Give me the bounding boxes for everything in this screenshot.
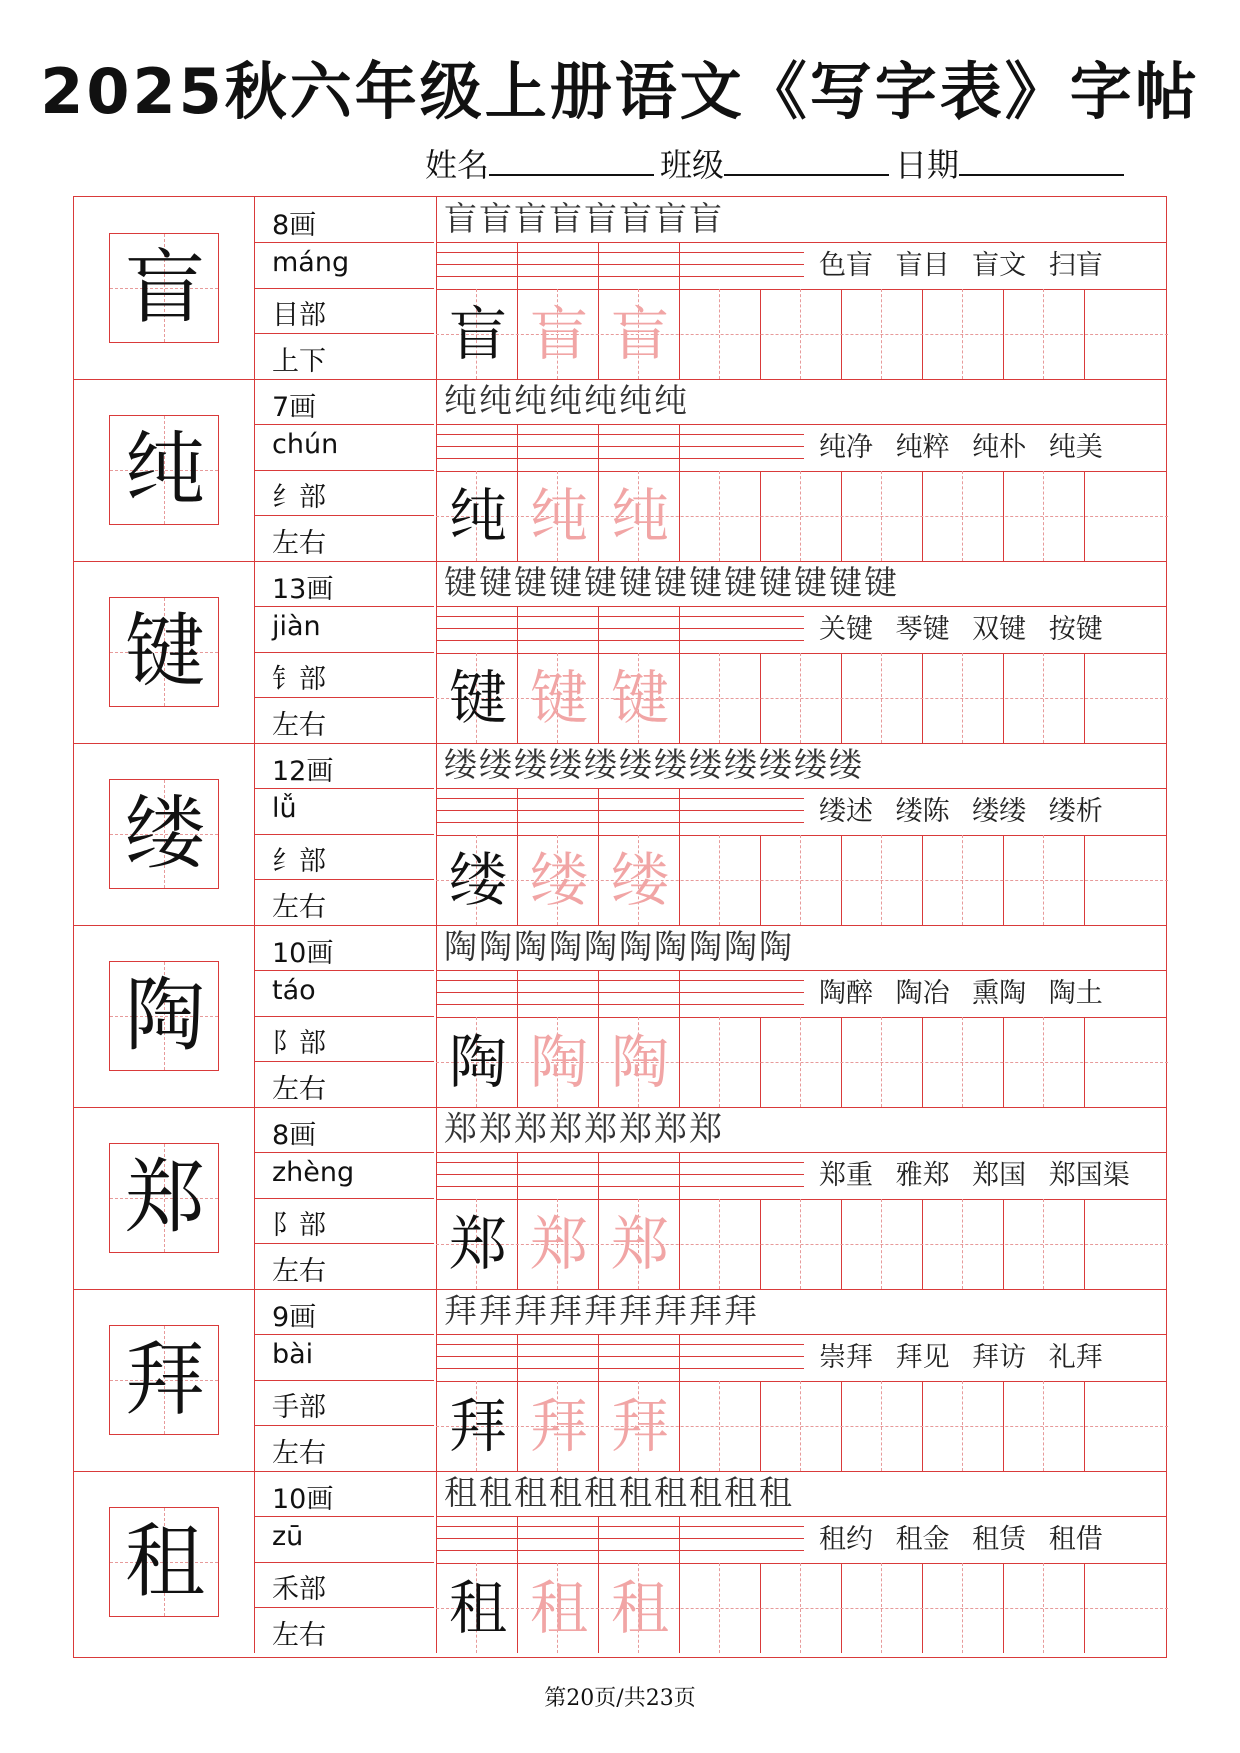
- writing-cell[interactable]: [679, 1199, 760, 1289]
- writing-cell[interactable]: [1003, 1563, 1084, 1653]
- date-label: 日期: [895, 146, 960, 184]
- example-words: 崇拜 拜见 拜访 礼拜: [819, 1342, 1103, 1373]
- pinyin-lines: [436, 606, 804, 653]
- char-radical: 目部: [272, 300, 326, 331]
- writing-cell[interactable]: [760, 1199, 841, 1289]
- info-line: [254, 1016, 434, 1017]
- big-char: 郑: [125, 1151, 205, 1244]
- student-info: [425, 140, 1130, 186]
- example-words: 色盲 盲目 盲文 扫盲: [819, 250, 1103, 281]
- page-title: 2025秋六年级上册语文《写字表》字帖: [40, 55, 1200, 128]
- writing-cell[interactable]: [760, 1563, 841, 1653]
- char-row: [74, 925, 1166, 1107]
- trace-char: 郑: [529, 1210, 588, 1278]
- trace-char: 缕: [529, 846, 588, 914]
- practice-grid: [73, 196, 1167, 1658]
- info-line: [254, 1198, 434, 1199]
- char-structure: 左右: [272, 1074, 326, 1105]
- info-line: [254, 515, 434, 516]
- trace-char: 租: [610, 1574, 669, 1642]
- writing-cell[interactable]: [679, 835, 760, 925]
- writing-cell[interactable]: [841, 653, 922, 743]
- stroke-order: 郑郑郑郑郑郑郑郑: [444, 1109, 724, 1148]
- char-radical: 阝部: [272, 1028, 326, 1059]
- writing-cell[interactable]: [679, 471, 760, 561]
- char-radical: 纟部: [272, 482, 326, 513]
- writing-cell[interactable]: [679, 653, 760, 743]
- char-pinyin: zū: [272, 1521, 304, 1552]
- info-line: [254, 834, 434, 835]
- info-line: [254, 424, 434, 425]
- char-structure: 左右: [272, 710, 326, 741]
- writing-cell[interactable]: [679, 289, 760, 379]
- info-line: [254, 1380, 434, 1381]
- model-char: 陶: [448, 1028, 507, 1096]
- stroke-order: 键键键键键键键键键键键键键: [444, 563, 899, 602]
- writing-cell[interactable]: [1003, 471, 1084, 561]
- info-line: [254, 1243, 434, 1244]
- model-char: 拜: [448, 1392, 507, 1460]
- info-line: [254, 970, 434, 971]
- pinyin-lines: [436, 242, 804, 289]
- info-line: [254, 1607, 434, 1608]
- pinyin-lines: [436, 970, 804, 1017]
- big-char-box: [109, 961, 219, 1071]
- writing-cell[interactable]: [760, 471, 841, 561]
- writing-cell[interactable]: [841, 1017, 922, 1107]
- writing-cell[interactable]: [1003, 1381, 1084, 1471]
- char-row: [74, 743, 1166, 925]
- trace-char: 郑: [610, 1210, 669, 1278]
- big-char: 盲: [125, 241, 205, 334]
- writing-cell[interactable]: [922, 835, 1003, 925]
- char-strokes-count: 10画: [272, 938, 334, 969]
- writing-cell[interactable]: [841, 471, 922, 561]
- model-char: 缕: [448, 846, 507, 914]
- info-line: [254, 879, 434, 880]
- trace-char: 纯: [610, 482, 669, 550]
- example-words: 租约 租金 租赁 租借: [819, 1524, 1103, 1555]
- info-line: [254, 1425, 434, 1426]
- char-structure: 左右: [272, 1438, 326, 1469]
- info-line: [254, 1516, 434, 1517]
- stroke-order: 陶陶陶陶陶陶陶陶陶陶: [444, 927, 794, 966]
- example-words: 关键 琴键 双键 按键: [819, 614, 1103, 645]
- big-char: 拜: [125, 1333, 205, 1426]
- writing-cell[interactable]: [1003, 289, 1084, 379]
- pinyin-lines: [436, 1334, 804, 1381]
- trace-char: 拜: [610, 1392, 669, 1460]
- big-char: 纯: [125, 423, 205, 516]
- big-char: 陶: [125, 969, 205, 1062]
- example-words: 陶醉 陶冶 熏陶 陶土: [819, 978, 1103, 1009]
- writing-cell[interactable]: [841, 1199, 922, 1289]
- name-label: 姓名: [425, 146, 490, 184]
- info-line: [254, 288, 434, 289]
- char-radical: 禾部: [272, 1574, 326, 1605]
- char-pinyin: chún: [272, 429, 339, 460]
- info-line: [254, 697, 434, 698]
- example-words: 缕述 缕陈 缕缕 缕析: [819, 796, 1103, 827]
- example-words: 郑重 雅郑 郑国 郑国渠: [819, 1160, 1130, 1191]
- char-row: [74, 1107, 1166, 1289]
- stroke-order: 拜拜拜拜拜拜拜拜拜: [444, 1291, 759, 1330]
- writing-cell[interactable]: [922, 1381, 1003, 1471]
- stroke-order: 缕缕缕缕缕缕缕缕缕缕缕缕: [444, 745, 864, 784]
- char-pinyin: jiàn: [272, 611, 321, 642]
- big-char: 缕: [125, 787, 205, 880]
- class-blank[interactable]: [724, 144, 889, 176]
- writing-cell[interactable]: [760, 1017, 841, 1107]
- char-structure: 左右: [272, 528, 326, 559]
- writing-cell[interactable]: [922, 1017, 1003, 1107]
- writing-cell[interactable]: [841, 289, 922, 379]
- char-strokes-count: 13画: [272, 574, 334, 605]
- writing-cell[interactable]: [841, 835, 922, 925]
- writing-cell[interactable]: [841, 1563, 922, 1653]
- model-char: 盲: [448, 300, 507, 368]
- writing-cell[interactable]: [922, 289, 1003, 379]
- char-row: [74, 1471, 1166, 1653]
- char-row: [74, 561, 1166, 743]
- char-row: [74, 1289, 1166, 1471]
- trace-char: 缕: [610, 846, 669, 914]
- writing-cell[interactable]: [922, 653, 1003, 743]
- big-char-box: [109, 415, 219, 525]
- writing-cell[interactable]: [679, 1563, 760, 1653]
- writing-cell[interactable]: [1003, 1017, 1084, 1107]
- trace-char: 盲: [529, 300, 588, 368]
- info-line: [254, 652, 434, 653]
- trace-char: 键: [610, 664, 669, 732]
- info-line: [254, 470, 434, 471]
- char-pinyin: bài: [272, 1339, 314, 1370]
- stroke-order: 租租租租租租租租租租: [444, 1473, 794, 1512]
- char-strokes-count: 7画: [272, 392, 317, 423]
- info-line: [254, 333, 434, 334]
- writing-cell[interactable]: [922, 1563, 1003, 1653]
- big-char-box: [109, 1507, 219, 1617]
- pinyin-lines: [436, 1516, 804, 1563]
- char-structure: 左右: [272, 1256, 326, 1287]
- char-pinyin: zhèng: [272, 1157, 355, 1188]
- writing-cell[interactable]: [679, 1017, 760, 1107]
- trace-char: 键: [529, 664, 588, 732]
- pinyin-lines: [436, 424, 804, 471]
- stroke-order: 纯纯纯纯纯纯纯: [444, 381, 689, 420]
- pinyin-lines: [436, 788, 804, 835]
- model-char: 租: [448, 1574, 507, 1642]
- big-char-box: [109, 233, 219, 343]
- big-char-box: [109, 1325, 219, 1435]
- char-strokes-count: 12画: [272, 756, 334, 787]
- model-char: 纯: [448, 482, 507, 550]
- writing-cell[interactable]: [841, 1381, 922, 1471]
- pinyin-lines: [436, 1152, 804, 1199]
- example-words: 纯净 纯粹 纯朴 纯美: [819, 432, 1103, 463]
- char-structure: 左右: [272, 1620, 326, 1651]
- char-radical: 阝部: [272, 1210, 326, 1241]
- writing-cell[interactable]: [1003, 653, 1084, 743]
- page-footer: 第20页/共23页: [544, 1686, 696, 1711]
- info-line: [254, 606, 434, 607]
- char-structure: 左右: [272, 892, 326, 923]
- model-char: 键: [448, 664, 507, 732]
- char-pinyin: táo: [272, 975, 316, 1006]
- char-strokes-count: 8画: [272, 210, 317, 241]
- char-radical: 纟部: [272, 846, 326, 877]
- info-line: [254, 1334, 434, 1335]
- writing-cell[interactable]: [760, 835, 841, 925]
- char-strokes-count: 10画: [272, 1484, 334, 1515]
- info-line: [254, 1061, 434, 1062]
- writing-cell[interactable]: [760, 289, 841, 379]
- char-radical: 手部: [272, 1392, 326, 1423]
- writing-cell[interactable]: [760, 653, 841, 743]
- info-line: [254, 242, 434, 243]
- char-structure: 上下: [272, 346, 326, 377]
- trace-char: 纯: [529, 482, 588, 550]
- char-radical: 钅部: [272, 664, 326, 695]
- big-char-box: [109, 779, 219, 889]
- writing-cell[interactable]: [922, 471, 1003, 561]
- info-line: [254, 1152, 434, 1153]
- info-line: [254, 788, 434, 789]
- big-char: 键: [125, 605, 205, 698]
- date-blank[interactable]: [959, 144, 1124, 176]
- writing-cell[interactable]: [679, 1381, 760, 1471]
- trace-char: 陶: [610, 1028, 669, 1096]
- class-label: 班级: [660, 146, 725, 184]
- char-pinyin: máng: [272, 247, 350, 278]
- trace-char: 盲: [610, 300, 669, 368]
- char-row: [74, 379, 1166, 561]
- char-strokes-count: 9画: [272, 1302, 317, 1333]
- big-char-box: [109, 1143, 219, 1253]
- writing-cell[interactable]: [1003, 835, 1084, 925]
- info-line: [254, 1562, 434, 1563]
- big-char-box: [109, 597, 219, 707]
- writing-cell[interactable]: [922, 1199, 1003, 1289]
- model-char: 郑: [448, 1210, 507, 1278]
- char-pinyin: lǚ: [272, 793, 297, 824]
- char-strokes-count: 8画: [272, 1120, 317, 1151]
- writing-cell[interactable]: [760, 1381, 841, 1471]
- writing-cell[interactable]: [1003, 1199, 1084, 1289]
- stroke-order: 盲盲盲盲盲盲盲盲: [444, 199, 724, 238]
- char-row: [74, 197, 1166, 379]
- trace-char: 拜: [529, 1392, 588, 1460]
- big-char: 租: [125, 1515, 205, 1608]
- trace-char: 租: [529, 1574, 588, 1642]
- name-blank[interactable]: [489, 144, 654, 176]
- trace-char: 陶: [529, 1028, 588, 1096]
